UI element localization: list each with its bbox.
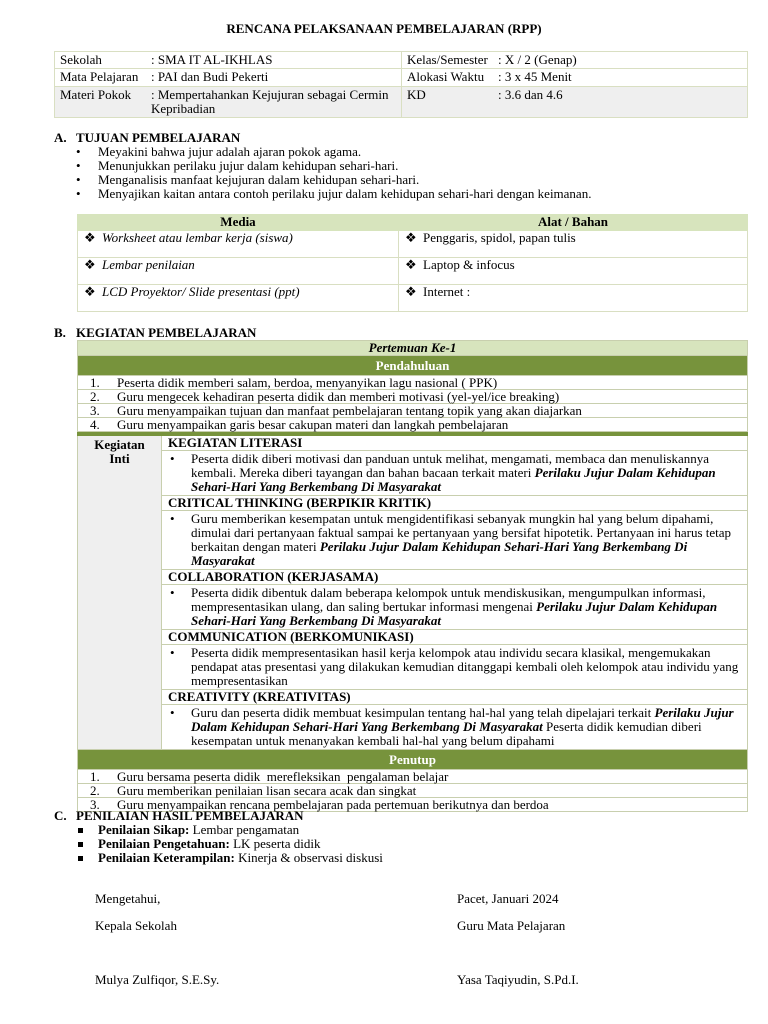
- collab-title: COLLABORATION (KERJASAMA): [162, 570, 747, 585]
- media-cell: ❖ Lembar penilaian: [78, 258, 399, 285]
- tujuan-list: [76, 145, 748, 201]
- media-cell: ❖ LCD Proyektor/ Slide presentasi (ppt): [78, 285, 399, 312]
- mapel-value: : PAI dan Budi Pekerti: [151, 69, 269, 85]
- alat-header: Alat / Bahan: [399, 215, 748, 231]
- table-row: 3. Guru menyampaikan tujuan dan manfaat pembelajaran tentang topik yang akan diajarkan: [78, 404, 748, 418]
- sig-right-role: Guru Mata Pelajaran: [457, 918, 566, 933]
- media-cell: ❖ Worksheet atau lembar kerja (siswa): [78, 231, 399, 258]
- sig-left-top: Mengetahui,: [95, 891, 161, 906]
- sig-right-top: Pacet, Januari 2024: [457, 891, 559, 906]
- section-c-heading: C. PENILAIAN HASIL PEMBELAJARAN: [54, 808, 304, 823]
- comm-text: • Peserta didik mempresentasikan hasil kerja kelompok atau individu secara klasikal, mengemukakan pendapat atas presentasi yang dilakukan kemudian ditanggapi kembali oleh kelompok atau individu yang mempresentasikan: [162, 645, 747, 690]
- alat-cell: ❖ Laptop & infocus: [399, 258, 748, 285]
- mapel-label: Mata Pelajaran: [60, 69, 139, 85]
- comm-title: COMMUNICATION (BERKOMUNIKASI): [162, 630, 747, 645]
- list-item: Penilaian Pengetahuan: LK peserta didik: [76, 837, 383, 851]
- penilaian-list: [76, 823, 383, 865]
- table-row: 4. Guru menyampaikan garis besar cakupan materi dan langkah pembelajaran: [78, 418, 748, 432]
- kd-value: : 3.6 dan 4.6: [498, 86, 563, 102]
- table-row: 2. Guru memberikan penilaian lisan secara acak dan singkat: [78, 784, 748, 798]
- alat-cell: ❖ Internet :: [399, 285, 748, 312]
- creat-text: • Guru dan peserta didik membuat kesimpulan tentang hal-hal yang telah dipelajari terkait Perilaku Jujur Dalam Kehidupan Sehari-Hari Yang Berkembang Di Masyarakat Peserta didik kemudian diberi kesempatan untuk menanyakan kembali hal-hal yang belum dipahami: [162, 705, 747, 749]
- kd-label: KD: [407, 86, 426, 102]
- media-header: Media: [78, 215, 399, 231]
- literasi-title: KEGIATAN LITERASI: [162, 436, 747, 451]
- media-table: [77, 214, 748, 312]
- critical-text: • Guru memberikan kesempatan untuk mengidentifikasi sebanyak mungkin hal yang belum dipahami, dimulai dari pertanyaan faktual sampai ke pertanyaan yang bersifat hipotetik. Pertanyaan ini harus tetap berkaitan dengan materi Perilaku Jujur Dalam Kehidupan Sehari-Hari Yang Berkembang Di Masyarakat: [162, 511, 747, 570]
- critical-title: CRITICAL THINKING (BERPIKIR KRITIK): [162, 496, 747, 511]
- list-item: • Menunjukkan perilaku jujur dalam kehidupan sehari-hari.: [76, 159, 748, 173]
- kelas-value: : X / 2 (Genap): [498, 52, 577, 67]
- list-item: Penilaian Sikap: Lembar pengamatan: [76, 823, 383, 837]
- materi-label: Materi Pokok: [60, 86, 132, 102]
- table-row: 1. Guru bersama peserta didik merefleksikan pengalaman belajar: [78, 770, 748, 784]
- kegiatan-inti-content: [162, 436, 748, 750]
- info-table: [54, 51, 748, 118]
- sig-left-name: Mulya Zulfiqor, S.E.Sy.: [95, 972, 220, 987]
- materi-value: : Mempertahankan Kejujuran sebagai Cermin Kepribadian: [151, 86, 389, 116]
- list-item: • Meyakini bahwa jujur adalah ajaran pokok agama.: [76, 145, 748, 159]
- collab-text: • Peserta didik dibentuk dalam beberapa kelompok untuk mendiskusikan, mengumpulkan informasi, mempresentasikan ulang, dan saling bertukar informasi mengenai Perilaku Jujur Dalam Kehidupan Sehari-Hari Yang Berkembang Di Masyarakat: [162, 585, 747, 630]
- kegiatan-inti-label: Kegiatan Inti: [78, 436, 162, 750]
- table-row: 1. Peserta didik memberi salam, berdoa, menyanyikan lagu nasional ( PPK): [78, 376, 748, 390]
- list-item: • Menyajikan kaitan antara contoh perilaku jujur dalam kehidupan sehari-hari dengan keimanan.: [76, 187, 748, 201]
- section-b-heading: B. KEGIATAN PEMBELAJARAN: [54, 325, 257, 340]
- list-item: Penilaian Keterampilan: Kinerja & observasi diskusi: [76, 851, 383, 865]
- creat-title: CREATIVITY (KREATIVITAS): [162, 690, 747, 705]
- list-item: • Menganalisis manfaat kejujuran dalam kehidupan sehari-hari.: [76, 173, 748, 187]
- alokasi-label: Alokasi Waktu: [407, 69, 485, 85]
- literasi-text: • Peserta didik diberi motivasi dan panduan untuk melihat, mengamati, membaca dan menuliskannya kembali. Mereka diberi tayangan dan bahan bacaan terkait materi Perilaku Jujur Dalam Kehidupan Sehari-Hari Yang Berkembang Di Masyarakat: [162, 451, 747, 496]
- sekolah-label: Sekolah: [60, 52, 102, 67]
- sig-left-role: Kepala Sekolah: [95, 918, 177, 933]
- kegiatan-table: [77, 340, 748, 812]
- table-row: 2. Guru mengecek kehadiran peserta didik dan memberi motivasi (yel-yel/ice breaking): [78, 390, 748, 404]
- kelas-label: Kelas/Semester: [407, 52, 488, 67]
- alat-cell: ❖ Penggaris, spidol, papan tulis: [399, 231, 748, 258]
- pertemuan-label: Pertemuan Ke-1: [78, 341, 748, 356]
- table-row: 3. Guru menyampaikan rencana pembelajaran pada pertemuan berikutnya dan berdoa: [78, 798, 748, 812]
- alokasi-value: : 3 x 45 Menit: [498, 69, 572, 85]
- penutup-header: Penutup: [78, 750, 748, 770]
- document-title: RENCANA PELAKSANAAN PEMBELAJARAN (RPP): [226, 21, 542, 36]
- section-a-heading: A. TUJUAN PEMBELAJARAN: [54, 130, 241, 145]
- sig-right-name: Yasa Taqiyudin, S.Pd.I.: [457, 972, 579, 987]
- sekolah-value: : SMA IT AL-IKHLAS: [151, 52, 273, 67]
- pendahuluan-header: Pendahuluan: [78, 356, 748, 376]
